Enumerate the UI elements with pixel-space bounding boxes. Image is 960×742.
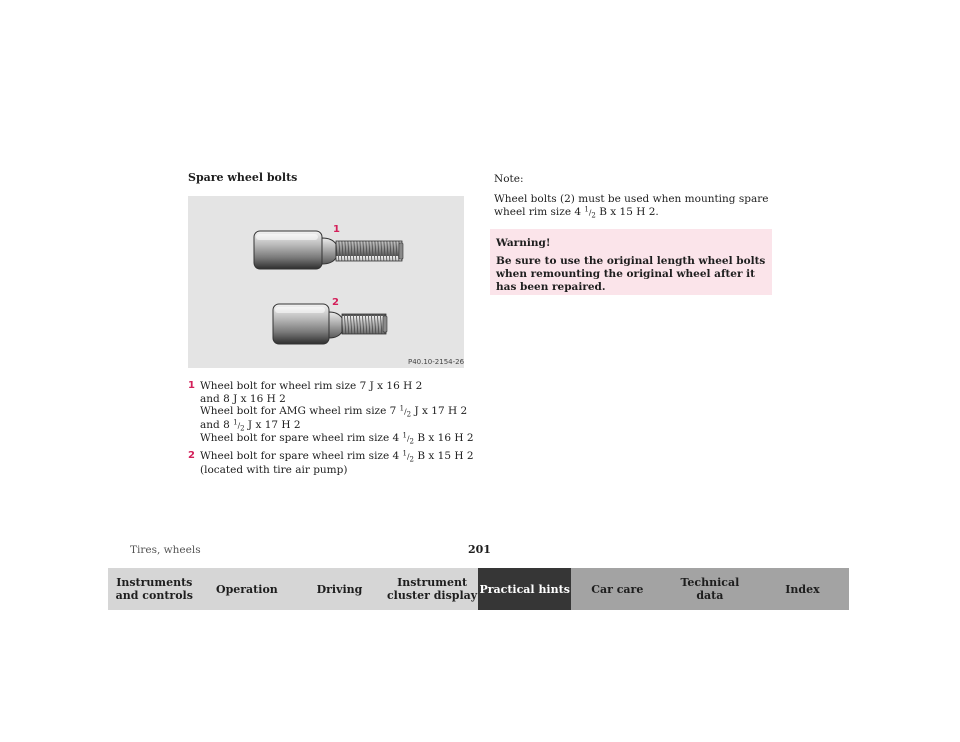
note-text: Wheel bolts (2) must be used when mounting spare wheel rim size 4 $^1/_2$ B x 15 H 2. [494, 193, 769, 220]
wheel-bolts-illustration [188, 196, 464, 368]
caption-item-1 [188, 380, 478, 446]
chapter-nav-bar [108, 568, 849, 610]
warning-box [490, 229, 772, 295]
caption-line: Wheel bolt for spare wheel rim size 4 $^1/_2$ B x 15 H 2 [200, 449, 474, 464]
caption-line: and 8 J x 16 H 2 [200, 392, 286, 405]
section-title: Spare wheel bolts [188, 171, 298, 184]
wheel-bolts-figure [188, 196, 464, 368]
figure-captions [188, 380, 478, 480]
tab-driving[interactable]: Driving [293, 568, 386, 610]
caption-number: 2 [188, 449, 195, 461]
caption-line: Wheel bolt for wheel rim size 7 J x 16 H 2 [200, 380, 423, 392]
tab-instrument-cluster-display[interactable]: Instrument cluster display [386, 568, 479, 610]
tab-car-care[interactable]: Car care [571, 568, 664, 610]
note-title: Note: [494, 173, 524, 185]
page-number: 201 [468, 543, 491, 556]
label-1: 1 [333, 224, 340, 235]
wheel-bolt-2 [273, 304, 387, 344]
tab-practical-hints[interactable]: Practical hints [478, 568, 571, 610]
label-2: 2 [332, 297, 339, 308]
caption-line: Wheel bolt for spare wheel rim size 4 $^1/_2$ B x 16 H 2 [200, 431, 474, 446]
caption-line: Wheel bolt for AMG wheel rim size 7 $^1/_2$ J x 17 H 2 [200, 404, 468, 419]
footer-section-title: Tires, wheels [130, 544, 201, 556]
caption-number: 1 [188, 380, 195, 391]
note-block [494, 173, 774, 226]
caption-line: and 8 $^1/_2$ J x 17 H 2 [200, 418, 301, 433]
fraction: $^1/_2$ [399, 404, 412, 419]
tab-instruments-and-controls[interactable]: Instruments and controls [108, 568, 201, 610]
tab-index[interactable]: Index [756, 568, 849, 610]
figure-code: P40.10-2154-26 [408, 358, 464, 366]
caption-item-2 [188, 450, 478, 476]
wheel-bolt-1 [254, 231, 403, 269]
fraction: $^1/_2$ [402, 449, 415, 464]
tab-technical-data[interactable]: Technical data [664, 568, 757, 610]
fraction: $^1/_2$ [402, 431, 415, 446]
caption-line: (located with tire air pump) [200, 463, 348, 476]
fraction: $^1/_2$ [584, 205, 596, 220]
warning-title: Warning! [496, 237, 551, 249]
warning-text: Be sure to use the original length wheel bolts when remounting the original wheel after it has been repaired. [496, 255, 766, 293]
fraction: $^1/_2$ [233, 418, 245, 433]
tab-operation[interactable]: Operation [201, 568, 294, 610]
